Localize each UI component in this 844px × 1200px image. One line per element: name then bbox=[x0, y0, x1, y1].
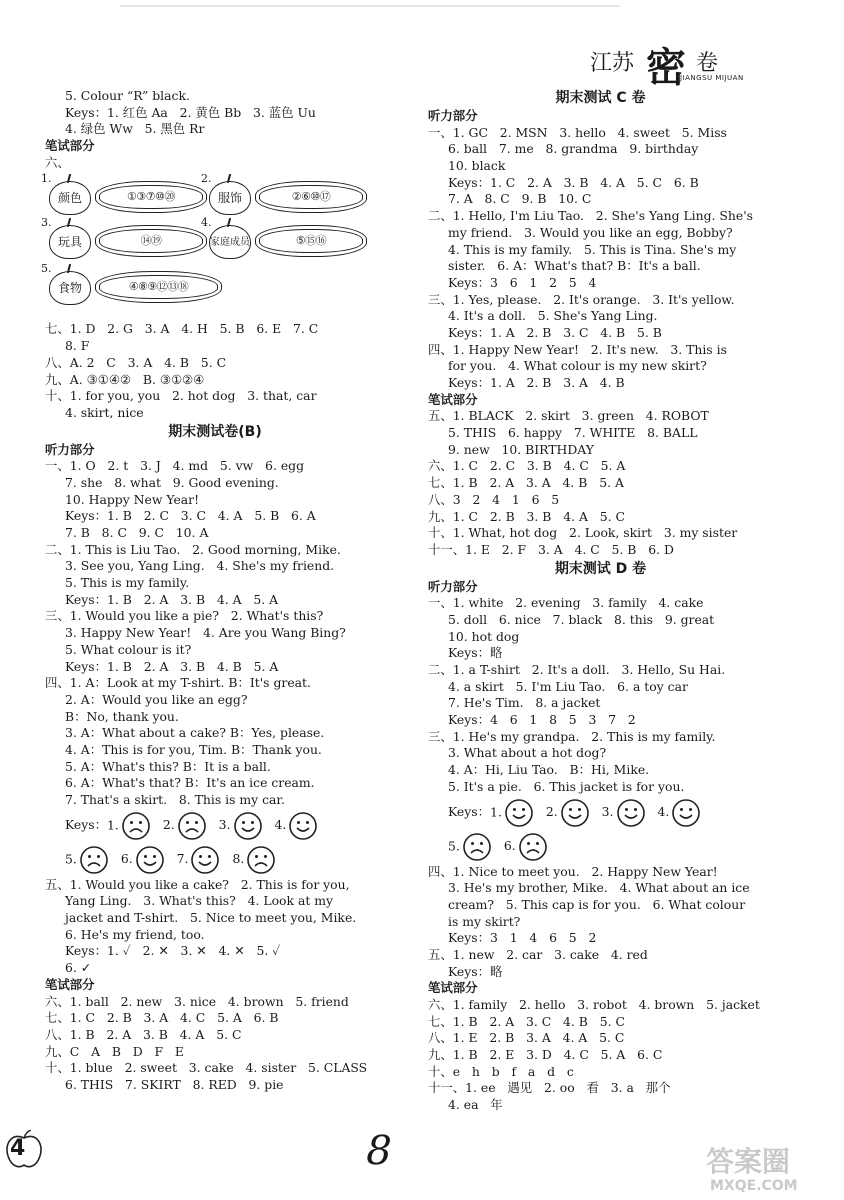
test-c-part1 bbox=[428, 125, 773, 392]
happy-face-icon bbox=[133, 851, 167, 866]
text-line: 6. THIS 7. SKIRT 8. RED 9. pie bbox=[65, 1076, 284, 1092]
text-line: Keys：略 bbox=[448, 963, 503, 979]
scan-edge bbox=[120, 5, 620, 7]
apple-icon: 玩具 bbox=[49, 225, 91, 259]
sad-face-icon bbox=[516, 838, 550, 853]
six-label: 六、 bbox=[45, 154, 70, 170]
sad-face-icon bbox=[244, 851, 278, 866]
face-number: 7. bbox=[176, 851, 189, 867]
test-d-part3 bbox=[428, 997, 773, 1114]
text-line: 八、1. B 2. A 3. B 4. A 5. C bbox=[45, 1026, 242, 1042]
text-line: 一、1. GC 2. MSN 3. hello 4. sweet 5. Miss bbox=[428, 124, 727, 140]
text-line: 3. A：What about a cake? B：Yes, please. bbox=[65, 725, 325, 741]
faces-group bbox=[490, 798, 703, 828]
text-line: 4. 绿色 Ww 5. 黑色 Rr bbox=[65, 121, 205, 137]
text-line: 七、1. D 2. G 3. A 4. H 5. B 6. E 7. C bbox=[45, 321, 319, 337]
happy-face-icon bbox=[286, 817, 320, 832]
text-line: 7. B 8. C 9. C 10. A bbox=[65, 525, 209, 540]
test-d-part1 bbox=[428, 595, 773, 795]
text-line: 4. This is my family. 5. This is Tina. She's my bbox=[448, 241, 737, 257]
face-number: 4. bbox=[274, 817, 287, 833]
faces-keys-label: Keys： bbox=[448, 804, 491, 820]
text-line: Keys：3 6 1 2 5 4 bbox=[448, 274, 597, 290]
text-line: 八、A. 2 C 3. A 4. B 5. C bbox=[45, 354, 227, 370]
text-line: Keys：1. ✓ 2. ✕ 3. ✕ 4. ✕ 5. ✓ bbox=[65, 943, 281, 959]
face-number: 4. bbox=[657, 804, 670, 819]
face-number: 3. bbox=[601, 804, 614, 819]
text-line: 5. THIS 6. happy 7. WHITE 8. BALL bbox=[448, 425, 698, 441]
left-column bbox=[41, 88, 385, 1094]
cloud-icon: ⑭⑲ bbox=[95, 225, 207, 257]
faces-row bbox=[45, 843, 385, 877]
test-c-part2 bbox=[428, 408, 773, 558]
brand-pinyin: JIANGSU MIJUAN bbox=[680, 74, 744, 82]
text-line: 4. It's a doll. 5. She's Yang Ling. bbox=[448, 308, 658, 324]
text-line: Yang Ling. 3. What's this? 4. Look at my bbox=[65, 893, 334, 909]
text-line: 四、1. A：Look at my T-shirt. B：It's great. bbox=[45, 675, 311, 691]
text-line: 十、e h b f a d c bbox=[428, 1063, 574, 1079]
text-line: 八、3 2 4 1 6 5 bbox=[428, 491, 560, 507]
apple-icon: 家庭成员 bbox=[209, 225, 251, 259]
text-line: 3. See you, Yang Ling. 4. She's my friend. bbox=[65, 558, 335, 574]
text-line: 6. A：What's that? B：It's an ice cream. bbox=[65, 775, 315, 791]
text-line: my friend. 3. Would you like an egg, Bobby? bbox=[448, 224, 733, 240]
text-line: 4. ea 年 bbox=[448, 1097, 503, 1113]
test-b-part3 bbox=[45, 994, 385, 1094]
handwritten-mark: 8 bbox=[361, 1128, 397, 1174]
text-line: 5. Colour “R” black. bbox=[65, 88, 190, 103]
text-line: 九、1. C 2. B 3. B 4. A 5. C bbox=[428, 508, 625, 524]
group-number: 2. bbox=[201, 172, 212, 186]
text-line: Keys：1. B 2. A 3. B 4. A 5. A bbox=[65, 591, 279, 607]
section-listening: 听力部分 bbox=[428, 578, 478, 594]
text-line: 二、1. This is Liu Tao. 2. Good morning, Mike. bbox=[45, 541, 341, 557]
test-b-part1 bbox=[45, 458, 385, 808]
group-number: 1. bbox=[41, 172, 52, 186]
face-number: 2. bbox=[162, 817, 175, 833]
section-listening: 听力部分 bbox=[45, 441, 95, 457]
text-line: 二、1. Hello, I'm Liu Tao. 2. She's Yang Ling. She's bbox=[428, 208, 753, 224]
faces-row bbox=[428, 796, 773, 830]
section-listening: 听力部分 bbox=[428, 108, 478, 123]
text-line: 5. This is my family. bbox=[65, 575, 190, 591]
text-line: 5. What colour is it? bbox=[65, 641, 192, 657]
text-line: 4. A：Hi, Liu Tao. B：Hi, Mike. bbox=[448, 762, 650, 778]
left-after-diagram bbox=[45, 321, 385, 421]
text-line: for you. 4. What colour is my new skirt? bbox=[448, 358, 707, 374]
text-line: 4. A：This is for you, Tim. B：Thank you. bbox=[65, 741, 322, 757]
apple-icon: 食物 bbox=[49, 271, 91, 305]
text-line: Keys：4 6 1 8 5 3 7 2 bbox=[448, 712, 636, 728]
text-line: 一、1. O 2. t 3. J 4. md 5. vw 6. egg bbox=[45, 458, 305, 474]
group-number: 4. bbox=[201, 216, 212, 230]
text-line: B：No, thank you. bbox=[65, 708, 179, 724]
text-line: 5. A：What's this? B：It is a ball. bbox=[65, 758, 271, 774]
text-line: Keys：1. 红色 Aa 2. 黄色 Bb 3. 蓝色 Uu bbox=[65, 104, 316, 120]
text-line: 四、1. Nice to meet you. 2. Happy New Year! bbox=[428, 863, 718, 879]
text-line: 十、1. blue 2. sweet 3. cake 4. sister 5. CLASS bbox=[45, 1060, 368, 1076]
text-line: 六、1. family 2. hello 3. robot 4. brown 5. jacket bbox=[428, 997, 760, 1012]
text-line: 6. He's my friend, too. bbox=[65, 926, 205, 942]
text-line: 7. she 8. what 9. Good evening. bbox=[65, 474, 279, 490]
classification-diagram bbox=[41, 171, 375, 321]
text-line: is my skirt? bbox=[448, 913, 521, 929]
section-written: 笔试部分 bbox=[428, 391, 478, 407]
text-line: 十、1. for you, you 2. hot dog 3. that, car bbox=[45, 388, 317, 404]
brand-logo bbox=[584, 38, 764, 91]
text-line: Keys：1. B 2. C 3. C 4. A 5. B 6. A bbox=[65, 508, 316, 524]
text-line: Keys：1. A 2. B 3. A 4. B bbox=[448, 375, 625, 390]
text-line: cream? 5. This cap is for you. 6. What colour bbox=[448, 896, 746, 912]
text-line: 4. a skirt 5. I'm Liu Tao. 6. a toy car bbox=[448, 678, 688, 694]
watermark-top: 答案圈 bbox=[706, 1145, 791, 1178]
sad-face-icon bbox=[119, 817, 153, 832]
text-line: 2. A：Would you like an egg? bbox=[65, 691, 248, 707]
text-line: 二、1. a T-shirt 2. It's a doll. 3. Hello, Su Hai. bbox=[428, 662, 726, 677]
brand-main: 密 bbox=[646, 45, 686, 91]
text-line: 10. Happy New Year! bbox=[65, 491, 200, 507]
text-line: 五、1. BLACK 2. skirt 3. green 4. ROBOT bbox=[428, 408, 709, 424]
face-number: 8. bbox=[232, 851, 245, 867]
text-line: 六、1. C 2. C 3. B 4. C 5. A bbox=[428, 458, 626, 474]
text-line: 六、1. ball 2. new 3. nice 4. brown 5. friend bbox=[45, 993, 349, 1009]
face-number: 1. bbox=[107, 817, 119, 833]
happy-face-icon bbox=[231, 817, 265, 832]
face-number: 3. bbox=[218, 817, 231, 833]
right-column bbox=[428, 88, 773, 1114]
page-number-text: 4 bbox=[10, 1136, 26, 1161]
cloud-icon: ⑤⑮⑯ bbox=[255, 225, 367, 257]
text-line: 6. ball 7. me 8. grandma 9. birthday bbox=[448, 141, 699, 157]
text-line: Keys：1. A 2. B 3. C 4. B 5. B bbox=[448, 324, 662, 340]
face-number: 2. bbox=[545, 804, 558, 819]
text-line: 九、C A B D F E bbox=[45, 1043, 184, 1059]
watermark bbox=[700, 1140, 840, 1198]
happy-face-icon bbox=[188, 851, 222, 866]
faces-row bbox=[428, 830, 773, 864]
sad-face-icon bbox=[460, 838, 494, 853]
text-line: 十、1. What, hot dog 2. Look, skirt 3. my sister bbox=[428, 525, 738, 541]
text-line: 7. That's a skirt. 8. This is my car. bbox=[65, 792, 285, 807]
faces-group bbox=[428, 832, 550, 862]
cloud-icon: ④⑧⑨⑫⑬⑱ bbox=[95, 271, 222, 303]
text-line: 3. Happy New Year! 4. Are you Wang Bing? bbox=[65, 625, 346, 641]
brand-suffix: 卷 bbox=[696, 51, 719, 76]
face-number: 6. bbox=[120, 851, 133, 867]
text-line: Keys：1. C 2. A 3. B 4. A 5. C 6. B bbox=[448, 174, 699, 190]
text-line: 九、1. B 2. E 3. D 4. C 5. A 6. C bbox=[428, 1047, 663, 1063]
face-number: 5. bbox=[65, 851, 77, 867]
text-line: 一、1. white 2. evening 3. family 4. cake bbox=[428, 595, 704, 611]
text-line: 5. doll 6. nice 7. black 8. this 9. great bbox=[448, 611, 715, 627]
sad-face-icon bbox=[175, 817, 209, 832]
page-number bbox=[4, 1130, 44, 1170]
section-written: 笔试部分 bbox=[45, 138, 95, 154]
faces-keys-label: Keys： bbox=[65, 817, 108, 833]
test-d-part2 bbox=[428, 864, 773, 981]
test-b-part2 bbox=[45, 877, 385, 977]
face-number: 6. bbox=[503, 838, 516, 853]
happy-face-icon bbox=[558, 804, 592, 819]
face-number: 1. bbox=[490, 804, 502, 819]
text-line: 3. He's my brother, Mike. 4. What about an ice bbox=[448, 880, 750, 896]
text-line: 6. ✓ bbox=[65, 960, 92, 976]
text-line: 四、1. Happy New Year! 2. It's new. 3. This is bbox=[428, 341, 727, 357]
text-line: 十一、1. E 2. F 3. A 4. C 5. B 6. D bbox=[428, 541, 674, 557]
text-line: 五、1. new 2. car 3. cake 4. red bbox=[428, 946, 648, 962]
text-line: 八、1. E 2. B 3. A 4. A 5. C bbox=[428, 1030, 625, 1046]
text-line: 三、1. Would you like a pie? 2. What's this? bbox=[45, 608, 324, 624]
text-line: 4. skirt, nice bbox=[65, 404, 144, 420]
cloud-icon: ①③⑦⑩⑳ bbox=[95, 181, 207, 213]
text-line: 七、1. B 2. A 3. C 4. B 5. C bbox=[428, 1013, 625, 1029]
happy-face-icon bbox=[502, 804, 536, 819]
left-top-lines bbox=[45, 88, 385, 138]
section-written: 笔试部分 bbox=[45, 976, 95, 992]
faces-group bbox=[45, 845, 278, 875]
group-number: 3. bbox=[41, 216, 52, 230]
text-line: Keys：1. B 2. A 3. B 4. B 5. A bbox=[65, 658, 279, 674]
happy-face-icon bbox=[614, 804, 648, 819]
faces-row bbox=[45, 809, 385, 843]
text-line: 10. black bbox=[448, 158, 506, 174]
text-line: 7. A 8. C 9. B 10. C bbox=[448, 191, 592, 207]
brand-prefix: 江苏 bbox=[590, 51, 635, 76]
cloud-icon: ②⑥⑩⑰ bbox=[255, 181, 367, 213]
happy-face-icon bbox=[669, 804, 703, 819]
apple-icon: 服饰 bbox=[209, 181, 251, 215]
text-line: 7. He's Tim. 8. a jacket bbox=[448, 695, 601, 711]
text-line: 9. new 10. BIRTHDAY bbox=[448, 441, 594, 457]
text-line: 5. It's a pie. 6. This jacket is for you. bbox=[448, 778, 685, 794]
text-line: 三、1. He's my grandpa. 2. This is my family. bbox=[428, 728, 716, 744]
text-line: sister. 6. A：What's that? B：It's a ball. bbox=[448, 258, 701, 274]
test-d-title: 期末测试 D 卷 bbox=[554, 560, 647, 577]
text-line: 3. What about a hot dog? bbox=[448, 745, 607, 761]
watermark-bottom: MXQE.COM bbox=[710, 1178, 798, 1194]
text-line: Keys：略 bbox=[448, 645, 503, 661]
text-line: 十一、1. ee 遇见 2. oo 看 3. a 那个 bbox=[428, 1080, 671, 1096]
text-line: 8. F bbox=[65, 338, 90, 354]
sad-face-icon bbox=[77, 851, 111, 866]
faces-group bbox=[107, 811, 320, 841]
text-line: 九、A. ③①④② B. ③①②④ bbox=[45, 371, 205, 387]
text-line: 10. hot dog bbox=[448, 628, 520, 644]
text-line: Keys：3 1 4 6 5 2 bbox=[448, 930, 597, 946]
text-line: jacket and T-shirt. 5. Nice to meet you, Mike. bbox=[65, 910, 357, 926]
group-number: 5. bbox=[41, 262, 52, 276]
face-number: 5. bbox=[448, 838, 460, 853]
section-written: 笔试部分 bbox=[428, 980, 478, 996]
apple-icon: 颜色 bbox=[49, 181, 91, 215]
text-line: 七、1. C 2. B 3. A 4. C 5. A 6. B bbox=[45, 1010, 279, 1026]
text-line: 七、1. B 2. A 3. A 4. B 5. A bbox=[428, 475, 624, 491]
test-b-title: 期末测试卷(B) bbox=[168, 423, 262, 440]
test-c-title: 期末测试 C 卷 bbox=[555, 90, 646, 106]
text-line: 五、1. Would you like a cake? 2. This is for you, bbox=[45, 876, 350, 892]
text-line: 三、1. Yes, please. 2. It's orange. 3. It's yellow. bbox=[428, 291, 735, 307]
